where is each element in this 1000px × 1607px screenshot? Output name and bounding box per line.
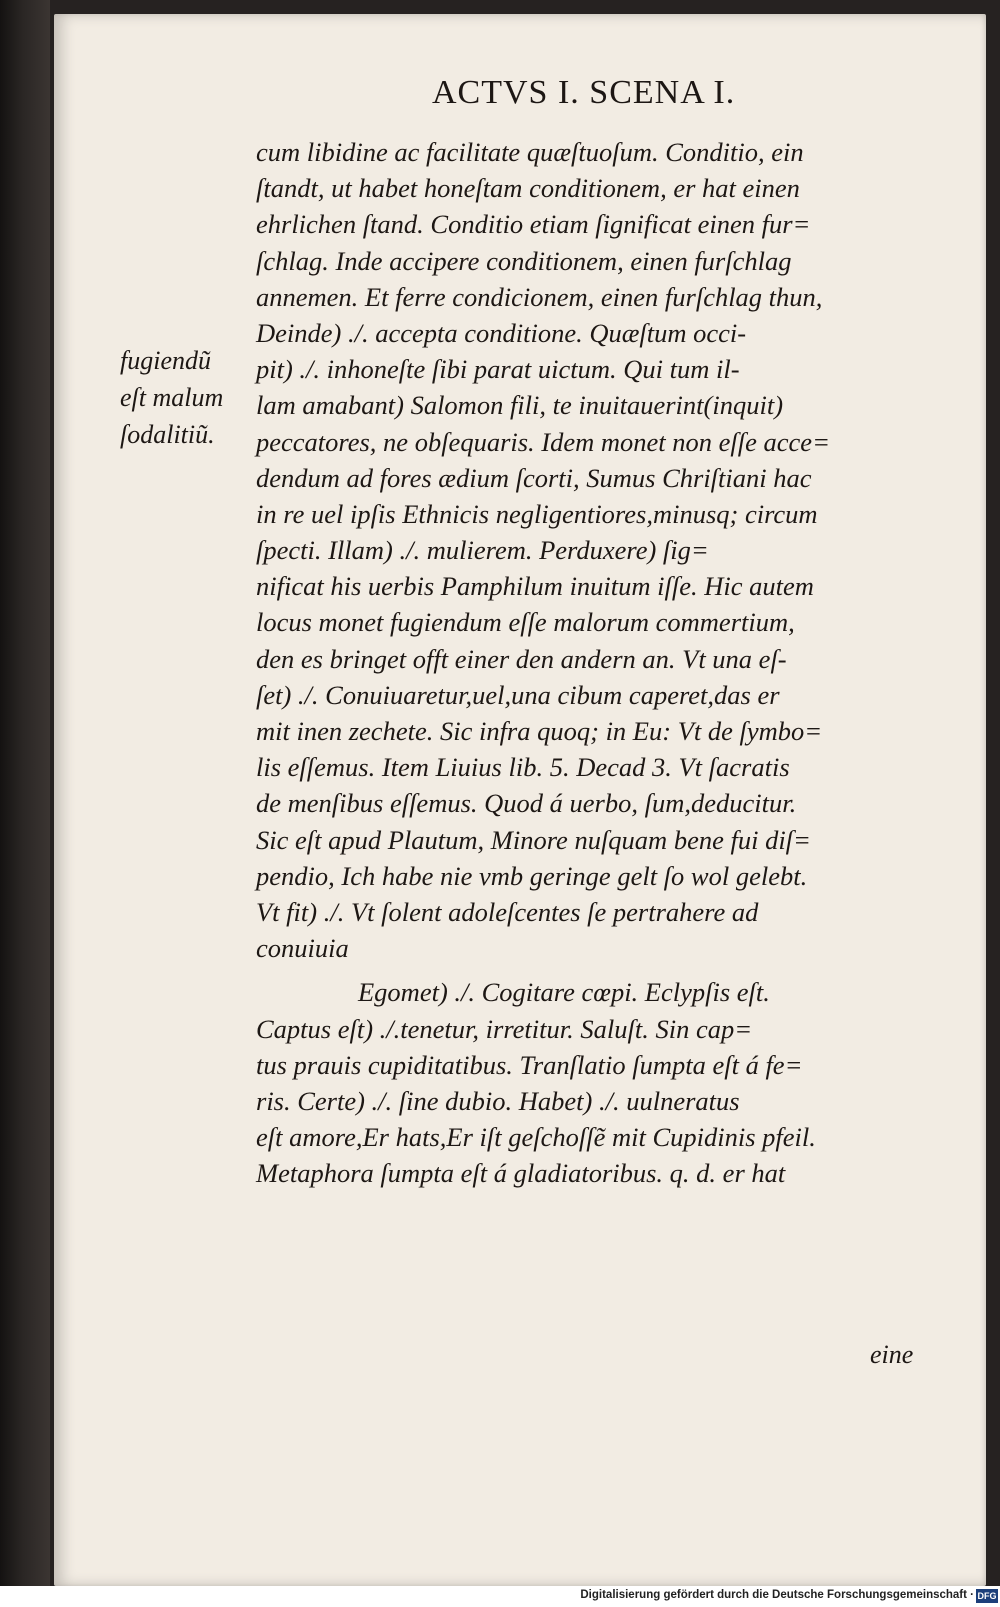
- text-line: Vt fit) ./. Vt ſolent adoleſcentes ſe pertrahere ad: [256, 896, 759, 927]
- text-line: ris. Certe) ./. ſine dubio. Habet) ./. uulneratus: [256, 1085, 740, 1116]
- text-line: lam amabant) Salomon fili, te inuitauerint(inquit): [256, 390, 784, 421]
- text-line: peccatores, ne obſequaris. Idem monet non eſſe acce=: [256, 426, 830, 457]
- text-line: eſt amore,Er hats,Er iſt geſchoſſẽ mit Cupidinis pfeil.: [256, 1122, 816, 1153]
- text-line: ſtandt, ut habet honeſtam conditionem, er hat einen: [256, 173, 800, 204]
- footer-credit: Digitalisierung gefördert durch die Deutsche Forschungsgemeinschaft ·: [580, 1589, 974, 1601]
- text-line: lis eſſemus. Item Liuius lib. 5. Decad 3. Vt ſacratis: [256, 752, 790, 783]
- text-line: Deinde) ./. accepta conditione. Quæſtum occi-: [256, 317, 747, 348]
- text-line: pit) ./. inhoneſte ſibi parat uictum. Qui tum il-: [256, 354, 740, 385]
- text-line: mit inen zechete. Sic infra quoq; in Eu: Vt de ſymbo=: [256, 716, 823, 746]
- margin-note-line: fugiendũ: [120, 346, 211, 375]
- margin-note-line: eſt malum: [120, 383, 224, 412]
- text-line: pendio, Ich habe nie vmb geringe gelt ſo wol gelebt.: [256, 860, 808, 891]
- text-line: tus prauis cupiditatibus. Tranſlatio ſumpta eſt á fe=: [256, 1049, 803, 1080]
- margin-note-line: ſodalitiũ.: [120, 420, 215, 449]
- text-line: annemen. Et ferre condicionem, einen furſchlag thun,: [256, 281, 823, 312]
- text-line: Sic eſt apud Plautum, Minore nuſquam bene fui diſ=: [256, 824, 811, 855]
- margin-note: [120, 342, 250, 453]
- commentary-text: [256, 134, 916, 1191]
- catchword: eine: [870, 1340, 914, 1369]
- text-line: de menſibus eſſemus. Quod á uerbo, ſum,deducitur.: [256, 788, 797, 819]
- text-line: ſchlag. Inde accipere conditionem, einen furſchlag: [256, 245, 792, 276]
- text-line: Egomet) ./. Cogitare cœpi. Eclypſis eſt.: [358, 977, 770, 1008]
- text-line: locus monet fugiendum eſſe malorum commertium,: [256, 607, 795, 638]
- text-line: den es bringet offt einer den andern an. Vt una eſ-: [256, 643, 787, 674]
- text-line: Captus eſt) ./.tenetur, irretitur. Saluſt. Sin cap=: [256, 1013, 753, 1044]
- text-line: nificat his uerbis Pamphilum inuitum iſſe. Hic autem: [256, 571, 814, 602]
- text-line: ſet) ./. Conuiuaretur,uel,una cibum caperet,das er: [256, 679, 780, 710]
- text-line: ehrlichen ſtand. Conditio etiam ſignificat einen fur=: [256, 209, 811, 240]
- text-line: in re uel ipſis Ethnicis negligentiores,minusq; circum: [256, 498, 818, 529]
- book-spine-edge: [0, 0, 50, 1586]
- text-line: cum libidine ac facilitate quæſtuoſum. Conditio, ein: [256, 137, 804, 167]
- text-line: dendum ad fores ædium ſcorti, Sumus Chriſtiani hac: [256, 462, 812, 493]
- dfg-logo-icon: DFG: [977, 1591, 997, 1601]
- running-head: ACTVS I. SCENA I.: [432, 74, 736, 111]
- text-line: ſpecti. Illam) ./. mulierem. Perduxere) ſig=: [256, 535, 709, 566]
- paragraph-gap: [256, 966, 916, 974]
- text-line: conuiuia: [256, 933, 349, 964]
- footer-bar: [0, 1586, 1000, 1607]
- text-line: Metaphora ſumpta eſt á gladiatoribus. q. d. er hat: [256, 1158, 786, 1189]
